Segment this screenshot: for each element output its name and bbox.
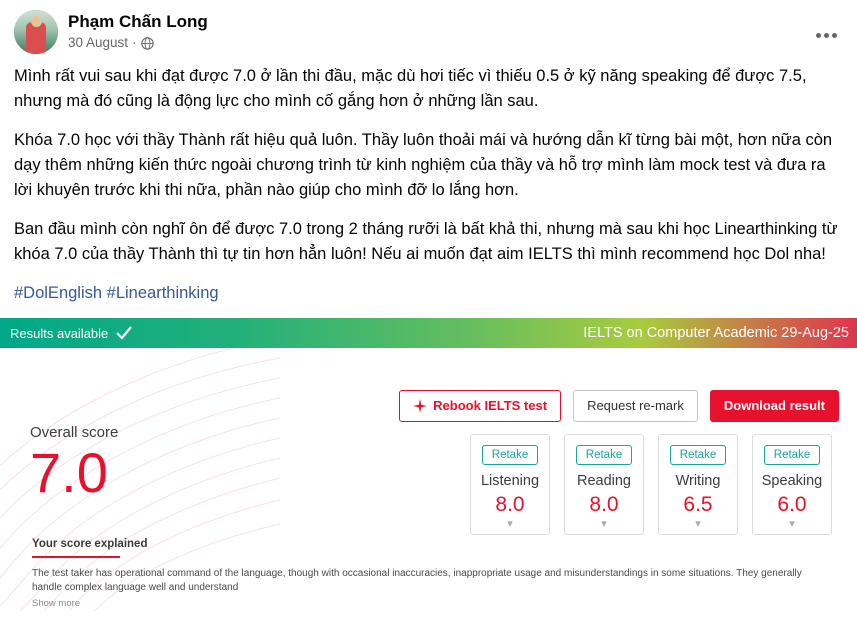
skill-score-list	[470, 434, 832, 535]
score-explanation-divider	[32, 556, 120, 558]
result-status-text: Results available	[10, 325, 109, 341]
hashtag-dolenglish[interactable]: #DolEnglish	[14, 284, 103, 302]
rebook-ielts-test-button[interactable]	[399, 390, 561, 422]
chevron-down-icon[interactable]: ▾	[507, 518, 513, 530]
hashtag-linearthinking[interactable]: #Linearthinking	[106, 284, 219, 302]
result-status-group	[10, 326, 132, 341]
ellipsis-dot	[816, 33, 821, 38]
score-explanation	[32, 538, 822, 609]
skill-score-writing: 6.5	[683, 493, 713, 516]
result-status-banner	[0, 318, 857, 348]
sparkle-icon	[413, 399, 427, 413]
post-paragraph: Mình rất vui sau khi đạt được 7.0 ở lần thi đầu, mặc dù hơi tiếc vì thiếu 0.5 ở kỹ năng speaking để được 7.5, nhưng mà đó cũng là động lực cho mình cố gắng hơn ở những lần sau.	[14, 67, 807, 110]
chevron-down-icon[interactable]: ▾	[789, 518, 795, 530]
skill-name-listening: Listening	[480, 473, 540, 489]
skill-name-reading: Reading	[576, 473, 631, 489]
chevron-down-icon[interactable]: ▾	[601, 518, 607, 530]
post-meta	[68, 34, 208, 52]
post-header	[0, 0, 857, 58]
retake-button-reading[interactable]: Retake	[576, 445, 632, 465]
avatar[interactable]	[14, 10, 58, 54]
retake-button-writing[interactable]: Retake	[670, 445, 726, 465]
rebook-ielts-test-label: Rebook IELTS test	[433, 398, 548, 413]
skill-name-speaking: Speaking	[761, 473, 823, 489]
post-author-name[interactable]: Phạm Chấn Long	[68, 12, 208, 31]
chevron-down-icon[interactable]: ▾	[695, 518, 701, 530]
globe-icon	[141, 37, 154, 50]
result-test-title: IELTS on Computer Academic 29-Aug-25	[583, 325, 849, 341]
post-paragraph: Khóa 7.0 học với thầy Thành rất hiệu quả luôn. Thầy luôn thoải mái và hướng dẫn kĩ từng bài một, hơn nữa còn dạy thêm những kiến thức ngoài chương trình từ kinh nghiệm của thầy và hỗ trợ mình làm mock test và đưa ra lời khuyên trước khi thi nữa, phần nào giúp cho mình đỡ lo lắng hơn.	[14, 131, 833, 199]
retake-button-speaking[interactable]: Retake	[764, 445, 820, 465]
request-re-mark-button[interactable]: Request re-mark	[573, 390, 698, 422]
overall-score-label: Overall score	[30, 424, 119, 441]
post-text	[0, 58, 857, 314]
skill-card-speaking	[752, 434, 832, 535]
download-result-button[interactable]: Download result	[710, 390, 839, 422]
ellipsis-dot	[832, 33, 837, 38]
check-icon	[116, 326, 132, 340]
score-explanation-title: Your score explained	[32, 538, 148, 550]
retake-button-listening[interactable]: Retake	[482, 445, 538, 465]
skill-card-listening	[470, 434, 550, 535]
meta-separator: ·	[132, 35, 137, 50]
overall-score-value: 7.0	[30, 441, 108, 504]
post-author-block	[68, 10, 208, 52]
skill-card-writing	[658, 434, 738, 535]
show-more-link[interactable]: Show more	[32, 598, 81, 609]
post-paragraph: Ban đầu mình còn nghĩ ôn để được 7.0 trong 2 tháng rưỡi là bất khả thi, nhưng mà sau khi học Linearthinking từ khóa 7.0 của thầy Thành thì tự tin hơn hẳn luôn! Nếu ai muốn đạt aim IELTS thì mình recommend học Dol nha!	[14, 220, 838, 263]
post-hashtags	[14, 281, 843, 306]
ielts-result-card	[0, 318, 857, 611]
result-action-buttons	[399, 390, 839, 422]
skill-card-reading	[564, 434, 644, 535]
skill-score-reading: 8.0	[589, 493, 619, 516]
avatar-head	[31, 16, 42, 27]
ellipsis-dot	[824, 33, 829, 38]
skill-score-listening: 8.0	[495, 493, 525, 516]
overall-score-block	[30, 424, 118, 503]
post-date[interactable]: 30 August	[68, 35, 129, 50]
skill-name-writing: Writing	[675, 473, 721, 489]
score-explanation-text: The test taker has operational command of the language, though with occasional inaccuracies, inappropriate usage and misunderstandings in some situations. They generally handle complex language well and understand	[32, 568, 802, 593]
post-more-options-button[interactable]	[809, 22, 843, 48]
skill-score-speaking: 6.0	[777, 493, 807, 516]
result-body	[0, 348, 857, 611]
